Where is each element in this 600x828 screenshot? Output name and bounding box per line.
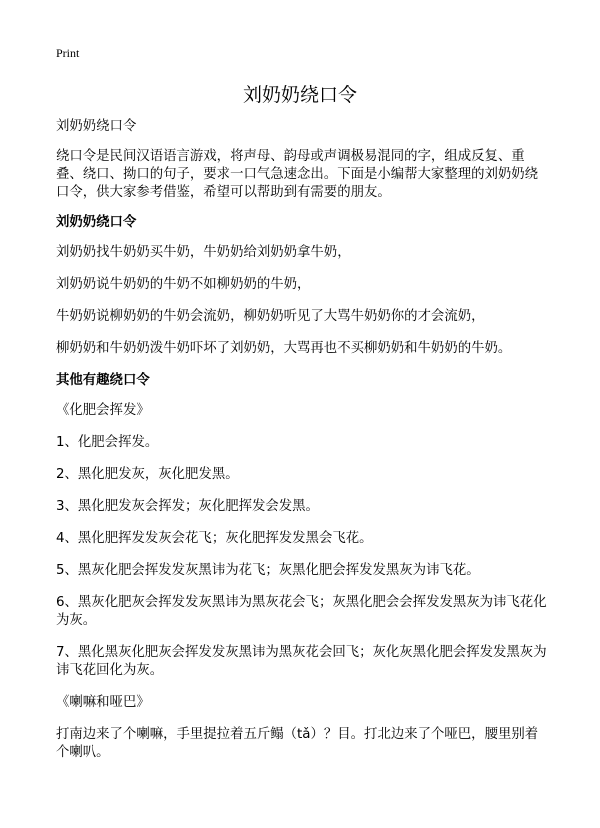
tongue-twister-line: 牛奶奶说柳奶奶的牛奶会流奶，柳奶奶听见了大骂牛奶奶你的才会流奶， bbox=[56, 309, 485, 324]
list-item: 2、黑化肥发灰，灰化肥发黑。 bbox=[56, 467, 239, 482]
print-link[interactable]: Print bbox=[56, 46, 80, 60]
list-item: 打南边来了个喇嘛，手里提拉着五斤鳎（tǎ）？目。打北边来了个哑巴，腰里别着个喇叭。 bbox=[56, 727, 539, 760]
list-item: 5、黑灰化肥会挥发发灰黑讳为花飞；灰黑化肥会挥发发黑灰为讳飞花。 bbox=[56, 563, 480, 578]
article-subtitle: 刘奶奶绕口令 bbox=[56, 119, 137, 134]
section-heading-others: 其他有趣绕口令 bbox=[56, 373, 150, 388]
intro-paragraph: 绕口令是民间汉语语言游戏，将声母、韵母或声调极易混同的字，组成反复、重叠、绕口、拗口的句子，要求一口气急速念出。下面是小编帮大家整理的刘奶奶绕口令，供大家参考借鉴，希望可以帮助到有需要的朋友。 bbox=[56, 149, 539, 200]
subsection-title-huafei: 《化肥会挥发》 bbox=[56, 403, 150, 418]
list-item: 4、黑化肥挥发发灰会花飞；灰化肥挥发发黑会飞花。 bbox=[56, 531, 373, 546]
tongue-twister-line: 刘奶奶找牛奶奶买牛奶，牛奶奶给刘奶奶拿牛奶， bbox=[56, 245, 351, 260]
list-item: 7、黑化黑灰化肥灰会挥发发灰黑讳为黑灰花会回飞；灰化灰黑化肥会挥发发黑灰为讳飞花回化为灰。 bbox=[56, 645, 547, 678]
list-item: 1、化肥会挥发。 bbox=[56, 435, 159, 450]
list-item: 3、黑化肥发灰会挥发；灰化肥挥发会发黑。 bbox=[56, 499, 319, 514]
section-heading-liu-nainai: 刘奶奶绕口令 bbox=[56, 215, 137, 230]
subsection-title-lama: 《喇嘛和哑巴》 bbox=[56, 695, 150, 710]
list-item: 6、黑灰化肥灰会挥发发灰黑讳为黑灰花会飞；灰黑化肥会会挥发发黑灰为讳飞花化为灰。 bbox=[56, 595, 547, 628]
article-body bbox=[56, 118, 548, 776]
page-title: 刘奶奶绕口令 bbox=[242, 84, 357, 106]
tongue-twister-line: 柳奶奶和牛奶奶泼牛奶吓坏了刘奶奶，大骂再也不买柳奶奶和牛奶奶的牛奶。 bbox=[56, 341, 512, 356]
tongue-twister-line: 刘奶奶说牛奶奶的牛奶不如柳奶奶的牛奶， bbox=[56, 277, 311, 292]
